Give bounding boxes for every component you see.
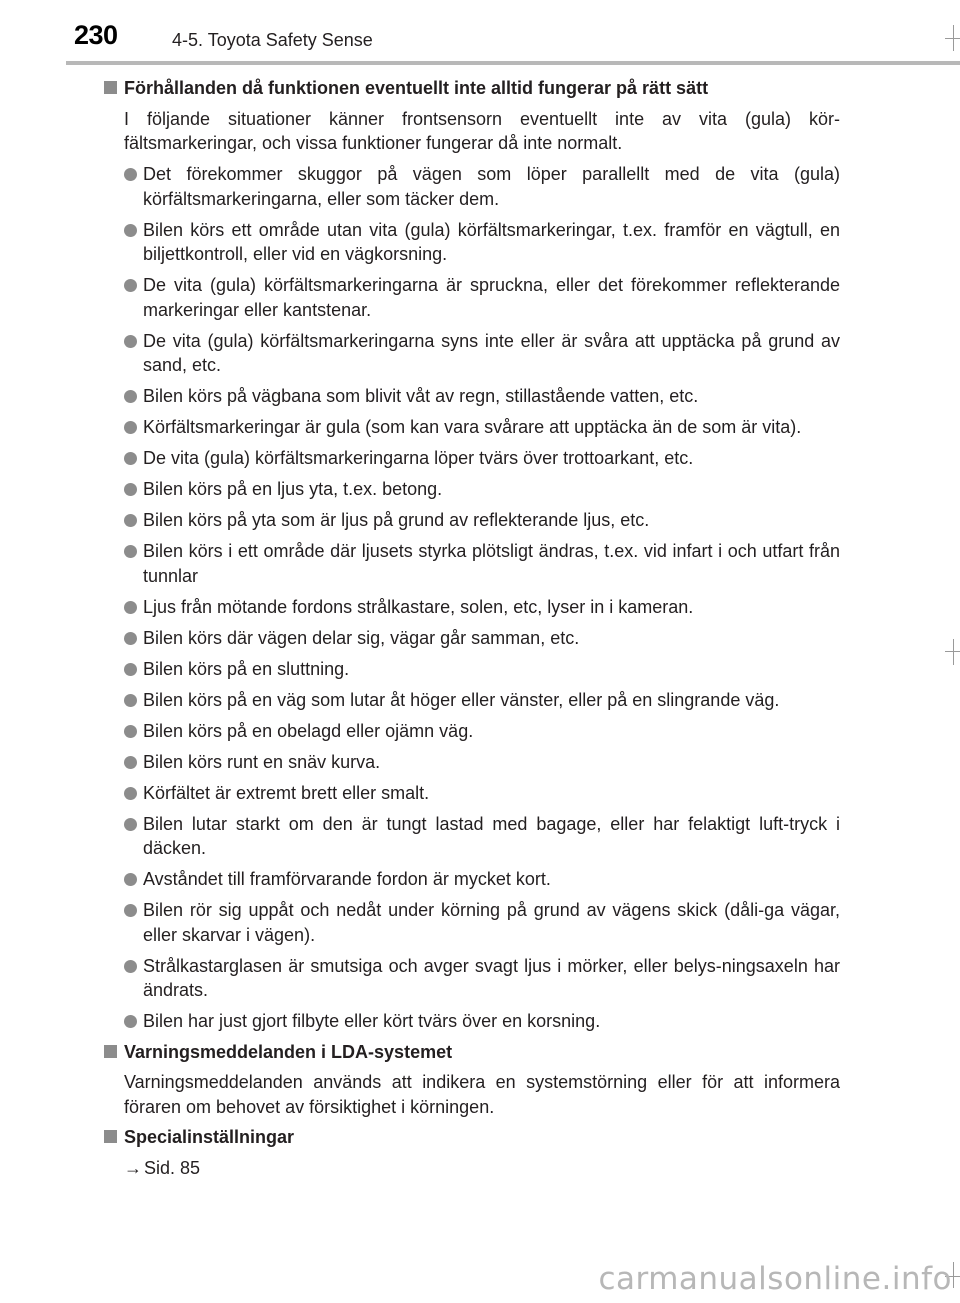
warnings-heading-text: Varningsmeddelanden i LDA-systemet <box>124 1041 453 1062</box>
circle-bullet-icon <box>124 725 137 738</box>
list-item: Körfältet är extremt brett eller smalt. <box>124 781 840 806</box>
list-item: Bilen körs där vägen delar sig, vägar går samman, etc. <box>124 626 840 651</box>
page-content <box>104 70 840 1180</box>
section-title: 4-5. Toyota Safety Sense <box>172 30 373 50</box>
circle-bullet-icon <box>124 168 137 181</box>
circle-bullet-icon <box>124 960 137 973</box>
list-item: Avståndet till framförvarande fordon är mycket kort. <box>124 867 840 892</box>
conditions-heading <box>104 76 840 101</box>
list-item: Bilen körs i ett område där ljusets styrka plötsligt ändras, t.ex. vid infart i och utfart från tunnlar <box>124 539 840 588</box>
list-item: Bilen rör sig uppåt och nedåt under körning på grund av vägens skick (dåli-ga vägar, eller skarvar i vägen). <box>124 898 840 947</box>
circle-bullet-icon <box>124 663 137 676</box>
conditions-list <box>104 162 840 1034</box>
circle-bullet-icon <box>124 873 137 886</box>
circle-bullet-icon <box>124 1015 137 1028</box>
list-item: Bilen körs på en väg som lutar åt höger eller vänster, eller på en slingrande väg. <box>124 688 840 713</box>
circle-bullet-icon <box>124 514 137 527</box>
circle-bullet-icon <box>124 787 137 800</box>
circle-bullet-icon <box>124 601 137 614</box>
list-item: De vita (gula) körfältsmarkeringarna löper tvärs över trottoarkant, etc. <box>124 446 840 471</box>
circle-bullet-icon <box>124 421 137 434</box>
special-heading <box>104 1125 840 1150</box>
list-item: De vita (gula) körfältsmarkeringarna är spruckna, eller det förekommer reflekterande markeringar eller kantstenar. <box>124 273 840 322</box>
circle-bullet-icon <box>124 335 137 348</box>
warnings-section <box>104 1040 840 1120</box>
list-item: Bilen körs på en sluttning. <box>124 657 840 682</box>
list-item: Körfältsmarkeringar är gula (som kan vara svårare att upptäcka än de som är vita). <box>124 415 840 440</box>
special-heading-text: Specialinställningar <box>124 1127 295 1147</box>
list-item: Bilen körs ett område utan vita (gula) körfältsmarkeringar, t.ex. framför en vägtull, en biljettkontroll, eller vid en vägkorsning. <box>124 218 840 267</box>
list-item: Bilen har just gjort filbyte eller kört tvärs över en korsning. <box>124 1009 840 1034</box>
warnings-heading <box>104 1040 840 1065</box>
header-rule <box>66 61 960 65</box>
crop-mark-middle-v <box>953 639 954 665</box>
list-item: Bilen körs på en obelagd eller ojämn väg. <box>124 719 840 744</box>
circle-bullet-icon <box>124 904 137 917</box>
list-item: De vita (gula) körfältsmarkeringarna syns inte eller är svåra att upptäcka på grund av sand, etc. <box>124 329 840 378</box>
square-bullet-icon <box>104 1130 117 1143</box>
conditions-heading-text: Förhållanden då funktionen eventuellt inte alltid fungerar på rätt sätt <box>124 78 709 98</box>
circle-bullet-icon <box>124 483 137 496</box>
page-number: 230 <box>74 20 118 50</box>
circle-bullet-icon <box>124 756 137 769</box>
arrow-right-icon: → <box>124 1157 142 1178</box>
conditions-section <box>104 76 840 1034</box>
crop-mark-bottom-v <box>953 1262 954 1288</box>
circle-bullet-icon <box>124 694 137 707</box>
circle-bullet-icon <box>124 545 137 558</box>
page-reference[interactable] <box>124 1156 840 1181</box>
circle-bullet-icon <box>124 390 137 403</box>
circle-bullet-icon <box>124 279 137 292</box>
list-item: Bilen lutar starkt om den är tungt lastad med bagage, eller har felaktigt luft-tryck i däcken. <box>124 812 840 861</box>
crop-mark-top-v <box>953 25 954 51</box>
page-reference-text: Sid. 85 <box>144 1157 201 1178</box>
list-item: Strålkastarglasen är smutsiga och avger svagt ljus i mörker, eller belys-ningsaxeln har ändrats. <box>124 954 840 1003</box>
list-item: Bilen körs på yta som är ljus på grund av reflekterande ljus, etc. <box>124 508 840 533</box>
special-section <box>104 1125 840 1180</box>
square-bullet-icon <box>104 81 117 94</box>
list-item: Bilen körs på vägbana som blivit våt av regn, stillastående vatten, etc. <box>124 384 840 409</box>
circle-bullet-icon <box>124 818 137 831</box>
list-item: Bilen körs på en ljus yta, t.ex. betong. <box>124 477 840 502</box>
square-bullet-icon <box>104 1045 117 1058</box>
circle-bullet-icon <box>124 224 137 237</box>
circle-bullet-icon <box>124 452 137 465</box>
list-item: Det förekommer skuggor på vägen som löper parallellt med de vita (gula) körfältsmarkeringarna, eller som täcker dem. <box>124 162 840 211</box>
list-item: Ljus från mötande fordons strålkastare, solen, etc, lyser in i kameran. <box>124 595 840 620</box>
watermark: carmanualsonline.info <box>598 1261 952 1297</box>
conditions-intro: I följande situationer känner frontsensorn eventuellt inte av vita (gula) kör-fältsmarkeringar, och vissa funktioner fungerar då inte normalt. <box>124 108 840 153</box>
list-item: Bilen körs runt en snäv kurva. <box>124 750 840 775</box>
circle-bullet-icon <box>124 632 137 645</box>
warnings-text: Varningsmeddelanden används att indikera en systemstörning eller för att informera föraren om behovet av försiktighet i körningen. <box>124 1072 840 1117</box>
